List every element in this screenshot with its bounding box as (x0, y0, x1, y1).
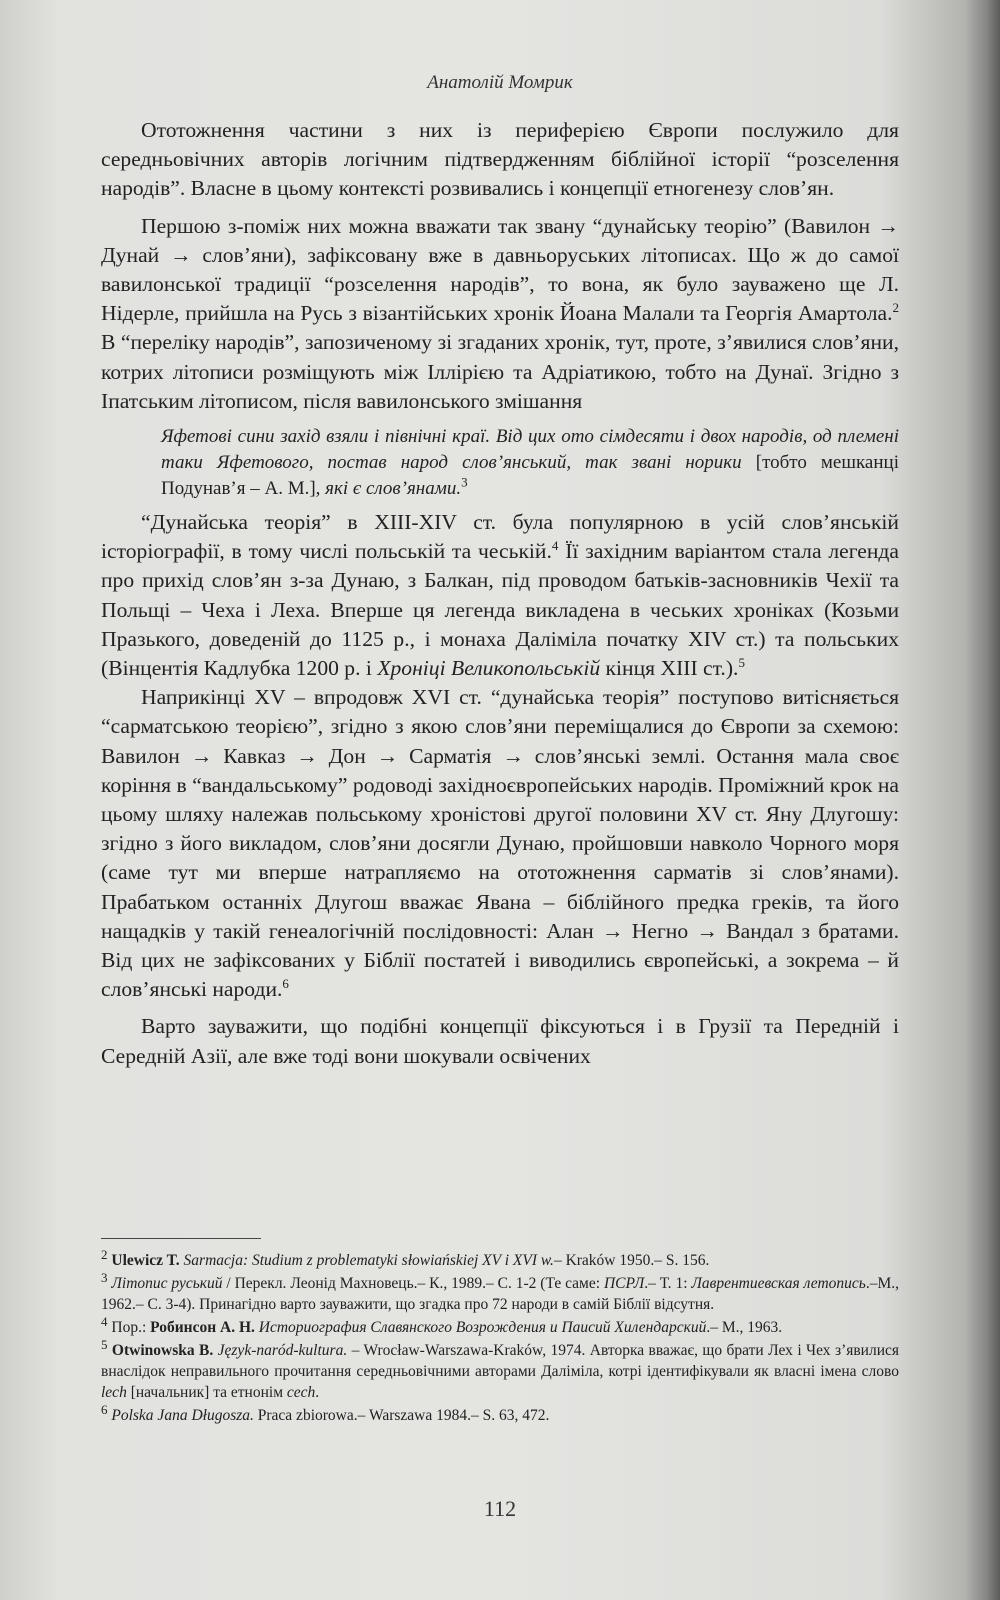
footnote-ref-2[interactable]: 2 (892, 300, 899, 316)
page-number: 112 (483, 1496, 517, 1521)
footnote-6: $^6$ Polska Jana Długosza. Praca zbiorowa.– Warszawa 1984.– S. 63, 472. (101, 1401, 550, 1424)
footnote-5: $^5$ Otwinowska B. Język-naród-kultura. – Wrocław-Warszawa-Kraków, 1974. Авторка вважає, що брати Лех і Чех з’явилися внаслідок неправильного прочитання середньовічними авторами Даліміла, котрі ідентифікували як власні імена слово lech [начальник] та етнонім cech. (101, 1336, 900, 1401)
footnote-2: $^2$ Ulewicz T. Sarmacja: Studium z problematyki słowiańskiej XV i XVI w.– Kraków 1950.– S. 156. (101, 1246, 710, 1269)
footnotes (101, 1246, 900, 1428)
footnote-ref-6[interactable]: 6 (282, 976, 289, 992)
paragraph-2: Першою з-поміж них можна вважати так звану “дунайську теорію” (Вавилон → Дунай → слов’яни), зафіксовану вже в давньоруських літописах. Що ж до самої вавилонської традиції “розселення народів”, то вона, як було зауважено ще Л. Нідерле, прийшла на Русь з візантійських хронік Йоана Малали та Георгія Амартола.$^2$ В “переліку народів”, запозиченому зі згаданих хронік, тут, проте, з’явилися слов’яни, котрих літописи розміщують між Іллірією та Адріатикою, тобто на Дунаї. Згідно з Іпатським літописом, після вавилонського змішання (101, 213, 899, 413)
paragraph-1: Ототожнення частини з них із периферією Європи послужило для середньовічних авторів логічним підтвердженням біблійної історії “розселення народів”. Власне в цьому контексті розвивались і концепції етногенезу слов’ян. (101, 118, 899, 201)
paragraph-5: Варто зауважити, що подібні концепції фіксуються і в Грузії та Передній і Середній Азії, але вже тоді вони шокували освічених (101, 1014, 899, 1068)
footnote-ref-5[interactable]: 5 (738, 654, 745, 670)
body-text (101, 116, 899, 1071)
paragraph-4: Наприкінці XV – впродовж XVI ст. “дунайська теорія” поступово витісняється “сарматською теорією”, згідно з якою слов’яни переміщалися до Європи за схемою: Вавилон → Кавказ → Дон → Сарматія → слов’янські землі. Остання мала своє коріння в “вандальському” родоводі західноєвропейських народів. Проміжний крок на цьому шляху належав польському хроністові другої половини XV ст. Яну Длугошу: згідно з його викладом, слов’яни досягли Дунаю, пройшовши навколо Чорного моря (саме тут ми вперше натрапляємо на ототожнення сарматів зі слов’янами). Прабатьком останніх Длугош вважає Явана – біблійного предка греків, та його нащадків у такій генеалогічній послідовності: Алан → Негно → Вандал з братами. Від цих не зафіксованих у Біблії постатей і виводились європейські, а зокрема – й слов’янські народи.$^6$ (101, 685, 899, 1002)
footnote-3: $^3$ Літопис руський / Перекл. Леонід Махновець.– К., 1989.– С. 1-2 (Те саме: ПСРЛ.– Т. 1: Лаврентиевская летопись.–М., 1962.– С. 3-4). Принагідно варто зауважити, що згадка про 72 народи в самій Біблії відсутня. (101, 1269, 899, 1313)
footnote-ref-3[interactable]: 3 (461, 474, 468, 490)
paragraph-3: “Дунайська теорія” в ХІІІ-ХІV ст. була популярною в усій слов’янській історіографії, в тому числі польській та чеській.$^4$ Її західним варіантом стала легенда про прихід слов’ян з-за Дунаю, з Балкан, під проводом батьків-засновників Чехії та Польщі – Чеха і Леха. Вперше ця легенда викладена в чеських хроніках (Козьми Празького, доведеній до 1125 р., і монаха Даліміла початку XIV ст.) та польських (Вінцентія Кадлубка 1200 р. і Хроніці Великопольській кінця XIII ст.).$^5$ (101, 510, 899, 681)
block-quote: Яфетові сини захід взяли і північні краї. Від цих ото сімдесяти і двох народів, од племені таки Яфетового, постав народ слов’янський, так звані норики [тобто мешканці Подунав’я – А. М.], які є слов’янами.$^3$ (161, 426, 899, 500)
footnote-divider (101, 1238, 261, 1239)
footnote-4: $^4$ Пор.: Робинсон А. Н. Историография Славянского Возрождения и Паисий Хилендарский.– М., 1963. (101, 1313, 783, 1336)
running-head: Анатолій Момрик (427, 72, 573, 93)
page-edge-shadow (966, 0, 1000, 1600)
footnote-ref-4[interactable]: 4 (551, 538, 559, 554)
